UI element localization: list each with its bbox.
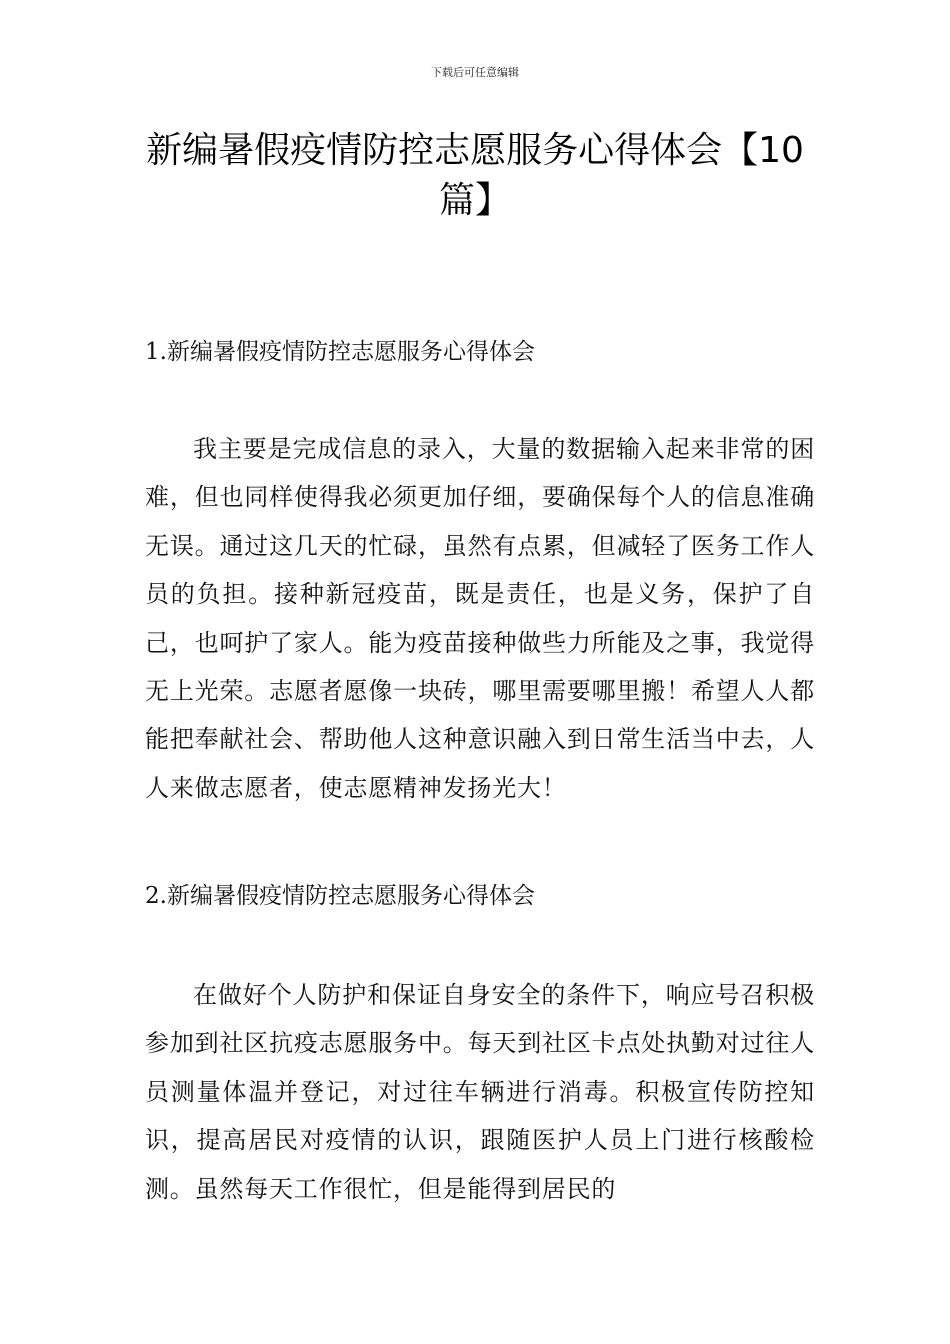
section-2-heading-block	[145, 880, 815, 912]
section-2-body-block	[145, 971, 815, 1213]
section-body-paragraph: 我主要是完成信息的录入，大量的数据输入起来非常的困难，但也同样使得我必须更加仔细，要确保每个人的信息准确无误。通过这几天的忙碌，虽然有点累，但减轻了医务工作人员的负担。接种新冠疫苗，既是责任，也是义务，保护了自己，也呵护了家人。能为疫苗接种做些力所能及之事，我觉得无上光荣。志愿者愿像一块砖，哪里需要哪里搬！希望人人都能把奉献社会、帮助他人这种意识融入到日常生活当中去，人人来做志愿者，使志愿精神发扬光大！	[145, 435, 815, 802]
section-1-heading-block	[145, 336, 815, 368]
section-body-paragraph: 在做好个人防护和保证自身安全的条件下，响应号召积极参加到社区抗疫志愿服务中。每天到社区卡点处执勤对过往人员测量体温并登记，对过往车辆进行消毒。积极宣传防控知识，提高居民对疫情的认识，跟随医护人员上门进行核酸检测。虽然每天工作很忙，但是能得到居民的	[145, 981, 815, 1203]
document-title: 新编暑假疫情防控志愿服务心得体会【10篇】	[146, 130, 804, 221]
header-note: 下载后可任意编辑	[431, 66, 519, 79]
section-heading: 1.新编暑假疫情防控志愿服务心得体会	[145, 339, 535, 365]
section-heading: 2.新编暑假疫情防控志愿服务心得体会	[145, 883, 535, 909]
section-1-body-block	[145, 425, 815, 812]
